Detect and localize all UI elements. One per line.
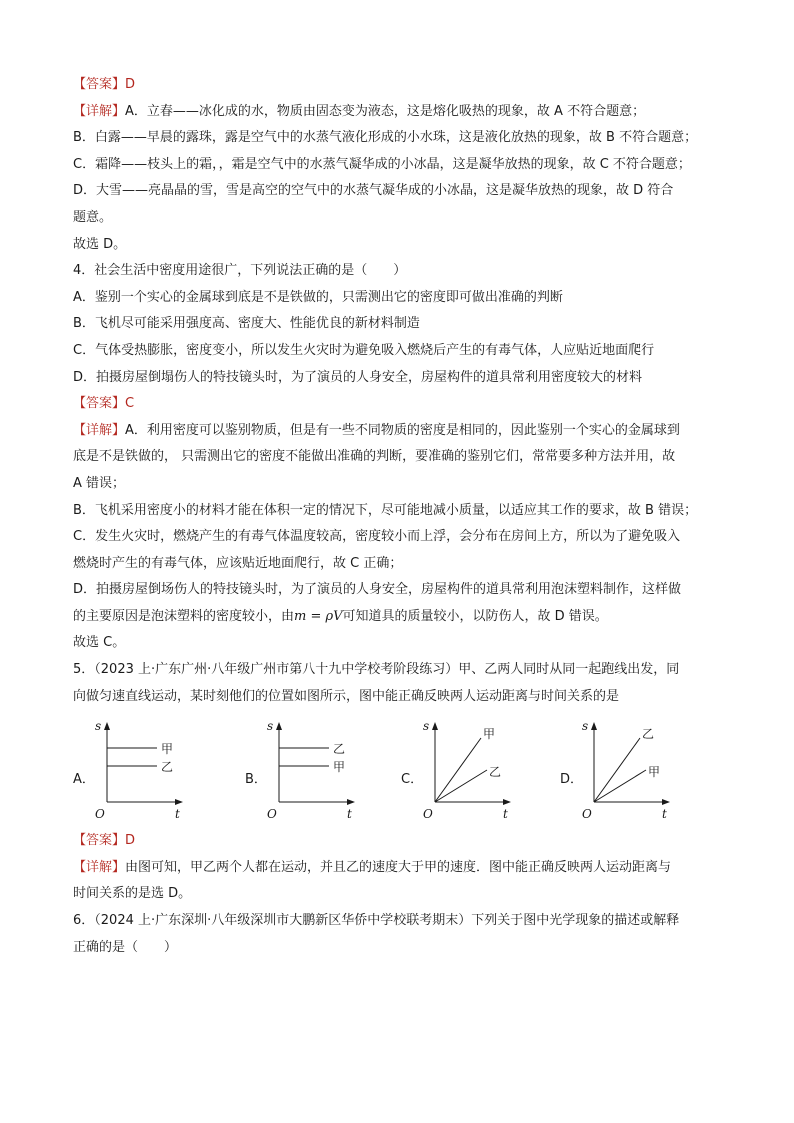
q3-detail-line: C．霜降——枝头上的霜，，霜是空气中的水蒸气凝华成的小冰晶，这是凝华放热的现象，故 C 不符合题意； [73, 156, 691, 172]
q4-option-a: A．鉴别一个实心的金属球到底是不是铁做的，只需测出它的密度即可做出准确的判断 [73, 289, 563, 305]
series-line-lower [594, 770, 646, 802]
series-line-lower [435, 770, 487, 802]
series-line-upper [594, 738, 640, 802]
series-label-upper: 乙 [642, 727, 655, 742]
series-label-upper: 甲 [161, 742, 174, 757]
answer-tag: 【答案】 [73, 77, 126, 92]
q3-detail-line: B．白露——早晨的露珠，露是空气中的水蒸气液化形成的小水珠，这是液化放热的现象，故 B 不符合题意； [73, 130, 698, 146]
q4-option-c: C．气体受热膨胀，密度变小，所以发生火灾时为避免吸入燃烧后产生的有毒气体，人应贴近地面爬行 [73, 342, 655, 358]
graph-option [560, 718, 690, 828]
series-label-upper: 甲 [483, 727, 496, 742]
s-axis-arrow [276, 722, 282, 730]
q5-stem: 向做匀速直线运动，某时刻他们的位置如图所示，图中能正确反映两人运动距离与时间关系的是 [73, 688, 620, 704]
q4-detail-line: 底是不是铁做的， 只需测出它的密度不能做出准确的判断，要准确的鉴别它们，常常要多种方法并用，故 [73, 449, 676, 465]
q6-stem: 正确的是（ ） [73, 939, 178, 955]
q4-conclusion: 故选 C。 [73, 635, 126, 651]
option-letter: C． [401, 772, 424, 788]
series-label-lower: 甲 [333, 760, 346, 775]
detail-tag: 【详解】 [73, 103, 126, 119]
detail-tag: 【详解】 [73, 859, 126, 875]
q5-answer [73, 828, 723, 855]
q4-detail-line: C．发生火灾时，燃烧产生的有毒气体温度较高，密度较小而上浮，会分布在房间上方，所以为了避免吸入 [73, 529, 681, 545]
t-axis-arrow [662, 799, 670, 805]
graph-option [401, 718, 531, 828]
t-axis-arrow [347, 799, 355, 805]
density-formula: m = ρV [294, 608, 343, 624]
origin-label: O [267, 807, 277, 822]
q3-detail-line: 题意。 [73, 209, 113, 225]
origin-label: O [423, 807, 433, 822]
q4-option-b: B．飞机尽可能采用强度高、密度大、性能优良的新材料制造 [73, 316, 420, 332]
series-label-lower: 乙 [161, 760, 174, 775]
s-axis-label: s [582, 719, 589, 734]
t-axis-arrow [175, 799, 183, 805]
s-axis-arrow [104, 722, 110, 730]
s-t-graph [255, 718, 365, 828]
s-axis-arrow [432, 722, 438, 730]
series-label-lower: 甲 [648, 765, 661, 780]
q5-stem: 5．（2023 上·广东广州·八年级广州市第八十九中学校考阶段练习）甲、乙两人同时从同一起跑线出发，同 [73, 662, 680, 678]
s-axis-label: s [95, 719, 102, 734]
q3-detail-line: D．大雪——亮晶晶的雪，雪是高空的空气中的水蒸气凝华成的小冰晶，这是凝华放热的现象，故 D 符合 [73, 183, 674, 199]
q4-detail-line: D．拍摄房屋倒场伤人的特技镜头时，为了演员的人身安全，房屋构件的道具常利用泡沫塑料制作，这样做 [73, 582, 682, 598]
graph-option [73, 718, 203, 828]
q4-detail-line: 的主要原因是泡沫塑料的密度较小，由m = ρV可知道具的质量较小，以防伤人，故 D 错误。 [73, 608, 608, 624]
q5-detail-line: 【详解】由图可知，甲乙两个人都在运动，并且乙的速度大于甲的速度．图中能正确反映两人运动距离与 [73, 859, 672, 875]
answer-tag: 【答案】 [73, 396, 126, 412]
q4-option-d: D．拍摄房屋倒塌伤人的特技镜头时，为了演员的人身安全，房屋构件的道具常利用密度较大的材料 [73, 369, 643, 385]
t-axis-label: t [347, 807, 352, 822]
q4-detail-line: 燃烧时产生的有毒气体，应该贴近地面爬行，故 C 正确； [73, 555, 403, 571]
s-t-graph [411, 718, 521, 828]
s-axis-label: s [423, 719, 430, 734]
detail-tag: 【详解】 [73, 422, 126, 438]
q4-detail-line: 【详解】A．利用密度可以鉴别物质，但是有一些不同物质的密度是相同的，因此鉴别一个实心的金属球到 [73, 422, 680, 438]
q5-graph-options [73, 718, 723, 828]
q5-detail-line: 时间关系的是选 D。 [73, 886, 192, 902]
answer-value: D [125, 833, 136, 849]
t-axis-arrow [503, 799, 511, 805]
answer-value: C [125, 396, 135, 412]
s-axis-label: s [267, 719, 274, 734]
exam-page [73, 72, 723, 961]
answer-tag: 【答案】 [73, 833, 126, 849]
q4-detail-line: B．飞机采用密度小的材料才能在体积一定的情况下，尽可能地减小质量，以适应其工作的要求，故 B 错误； [73, 502, 698, 518]
q4-answer [73, 391, 723, 418]
t-axis-label: t [175, 807, 180, 822]
origin-label: O [582, 807, 592, 822]
series-label-lower: 乙 [489, 765, 502, 780]
origin-label: O [95, 807, 105, 822]
option-letter: D． [560, 772, 584, 788]
q3-answer [73, 72, 723, 99]
graph-option [245, 718, 375, 828]
q6-stem: 6．（2024 上·广东深圳·八年级深圳市大鹏新区华侨中学校联考期末）下列关于图中光学现象的描述或解释 [73, 913, 680, 929]
option-letter: A． [73, 772, 95, 788]
t-axis-label: t [503, 807, 508, 822]
q3-detail-line: 【详解】A．立春——冰化成的水，物质由固态变为液态，这是熔化吸热的现象，故 A 不符合题意； [73, 103, 646, 119]
option-letter: B． [245, 772, 267, 788]
t-axis-label: t [662, 807, 667, 822]
answer-value: D [125, 77, 136, 92]
s-t-graph [83, 718, 193, 828]
series-line-upper [435, 738, 481, 802]
q4-stem: 4．社会生活中密度用途很广，下列说法正确的是（ ） [73, 263, 407, 279]
q4-detail-line: A 错误； [73, 475, 126, 491]
q3-conclusion: 故选 D。 [73, 236, 127, 252]
s-axis-arrow [591, 722, 597, 730]
series-label-upper: 乙 [333, 742, 346, 757]
s-t-graph [570, 718, 680, 828]
